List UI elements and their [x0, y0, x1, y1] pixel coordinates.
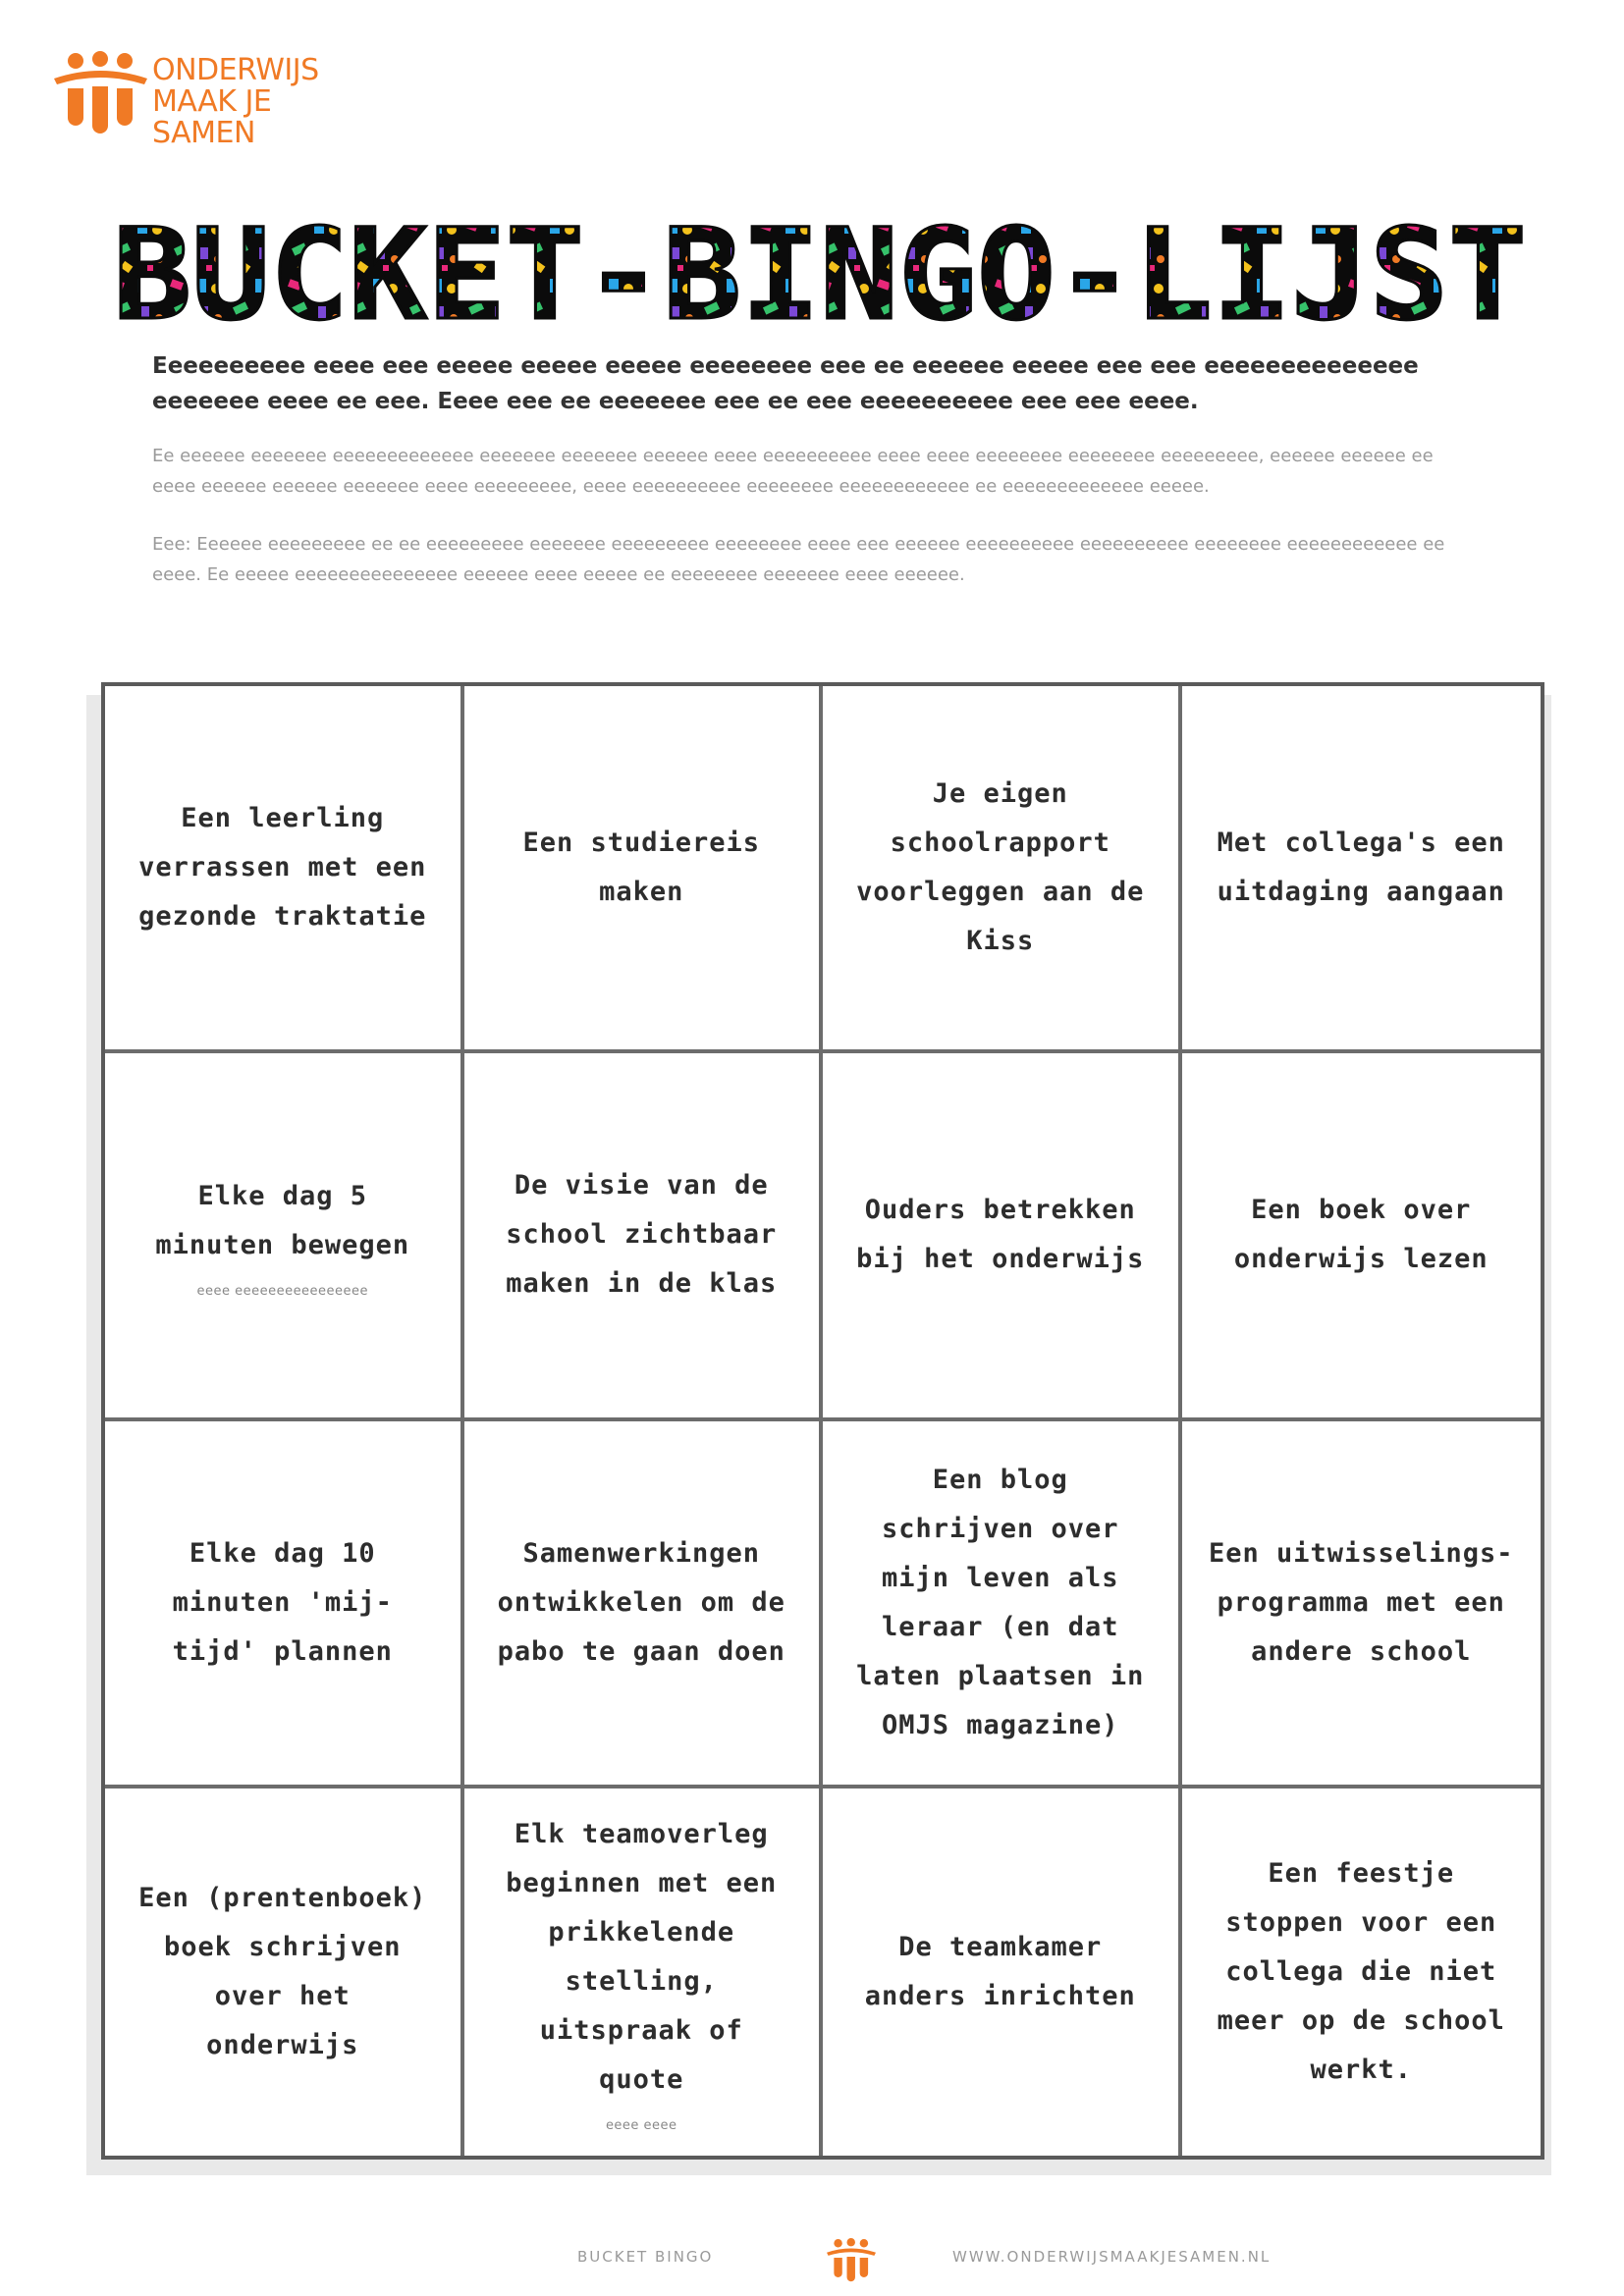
bingo-cell-text: Elke dag 10 minuten 'mij-tijd' plannen — [172, 1537, 393, 1667]
bingo-cell-text: Een (prentenboek) boek schrijven over het onderwijs — [138, 1882, 427, 2060]
bingo-cell[interactable] — [464, 686, 824, 1053]
bingo-cell-text: Een uitwisselings-programma met een andere school — [1208, 1537, 1514, 1667]
bingo-cell[interactable] — [1182, 1789, 1542, 2156]
intro-section — [152, 348, 1468, 617]
bingo-cell[interactable] — [823, 686, 1182, 1053]
bingo-cell-text: Elke dag 5 minuten bewegen — [155, 1180, 410, 1260]
bingo-cell-text: Een feestje stoppen voor een collega die niet meer op de school werkt. — [1217, 1857, 1505, 2085]
intro-paragraph: Ee eeeeee eeeeeee eeeeeeeeeeeee eeeeeee eeeeeee eeeeee eeee eeeeeeeeee eeee eeee eeeeeeee eeeeeeee eeeeeeeee, eeeeee eeeeee ee eeee eeeeee eeeeee eeeeeee eeee eeeeeeeee, eeee eeeeeeeeee eeeeeeee eeeeeeeeeeee ee eeeeeeeeeeeee eeeee. — [152, 446, 1434, 497]
intro-tip: Eee: Eeeeee eeeeeeeee ee ee eeeeeeeee eeeeeee eeeeeeeee eeeeeeee eeee eee eeeeee eeeeeeeeee eeeeeeeeee eeeeeeee eeeeeeeeeeee ee eeee. Ee eeeee eeeeeeeeeeeeeee eeeeee eeee eeeee ee eeeeeeee eeeeeee eeee eeeeee. — [152, 534, 1445, 585]
bingo-cell-text: De visie van de school zichtbaar maken in de klas — [506, 1170, 778, 1300]
bingo-cell[interactable] — [105, 1789, 464, 2156]
bingo-cell-text: Een studiereis maken — [522, 828, 761, 908]
footer-url[interactable]: WWW.ONDERWIJSMAAKJESAMEN.NL — [952, 2248, 1272, 2266]
people-logo-icon — [54, 51, 147, 144]
page-footer — [0, 2238, 1624, 2287]
bingo-cell[interactable] — [823, 1053, 1182, 1420]
bingo-cell[interactable] — [464, 1789, 824, 2156]
brand-wordmark: ONDERWIJS MAAK JE SAMEN — [152, 53, 319, 150]
bingo-cell[interactable] — [105, 686, 464, 1053]
bingo-cell[interactable] — [1182, 686, 1542, 1053]
bingo-cell[interactable] — [105, 1421, 464, 1789]
footer-label: BUCKET BINGO — [577, 2248, 714, 2266]
people-logo-icon — [827, 2238, 876, 2287]
bingo-cell-text: Ouders betrekken bij het onderwijs — [856, 1195, 1145, 1275]
bingo-card — [101, 682, 1544, 2160]
bingo-cell-text: Een boek over onderwijs lezen — [1233, 1195, 1489, 1275]
intro-lead: Eeeeeeeeee eeee eee eeeee eeeee eeeee eeeeeeee eee ee eeeeee eeeee eee eee eeeeeeeeeeeeee eeeeeee eeee ee eee. Eeee eee ee eeeeeee eee ee eee eeeeeeeeee eee eee eeee. — [152, 353, 1419, 414]
bingo-cell[interactable] — [105, 1053, 464, 1420]
bingo-cell-text: De teamkamer anders inrichten — [864, 1931, 1136, 2011]
bingo-cell[interactable] — [1182, 1053, 1542, 1420]
bingo-cell-note: eeee eeee — [605, 2118, 677, 2134]
bingo-cell[interactable] — [464, 1053, 824, 1420]
bingo-cell[interactable] — [1182, 1421, 1542, 1789]
bingo-cell-text: Met collega's een uitdaging aangaan — [1217, 828, 1505, 908]
bingo-cell-text: Samenwerkingen ontwikkelen om de pabo te gaan doen — [497, 1537, 785, 1667]
page-title — [108, 216, 1532, 334]
bingo-cell-note: eeee eeeeeeeeeeeeeeee — [196, 1283, 369, 1299]
bingo-cell-text: Een blog schrijven over mijn leven als leraar (en dat laten plaatsen in OMJS magazine) — [856, 1464, 1145, 1740]
bingo-cell[interactable] — [464, 1421, 824, 1789]
bingo-cell[interactable] — [823, 1421, 1182, 1789]
bingo-cell[interactable] — [823, 1789, 1182, 2156]
bingo-cell-text: Een leerling verrassen met een gezonde traktatie — [138, 803, 427, 933]
bingo-cell-text: Elk teamoverleg beginnen met een prikkelende stelling, uitspraak of quote — [506, 1819, 778, 2096]
brand-logo — [54, 51, 349, 149]
svg-text:BUCKET-BINGO-LIJST: BUCKET-BINGO-LIJST — [113, 216, 1527, 334]
bingo-cell-text: Je eigen schoolrapport voorleggen aan de Kiss — [856, 778, 1145, 957]
